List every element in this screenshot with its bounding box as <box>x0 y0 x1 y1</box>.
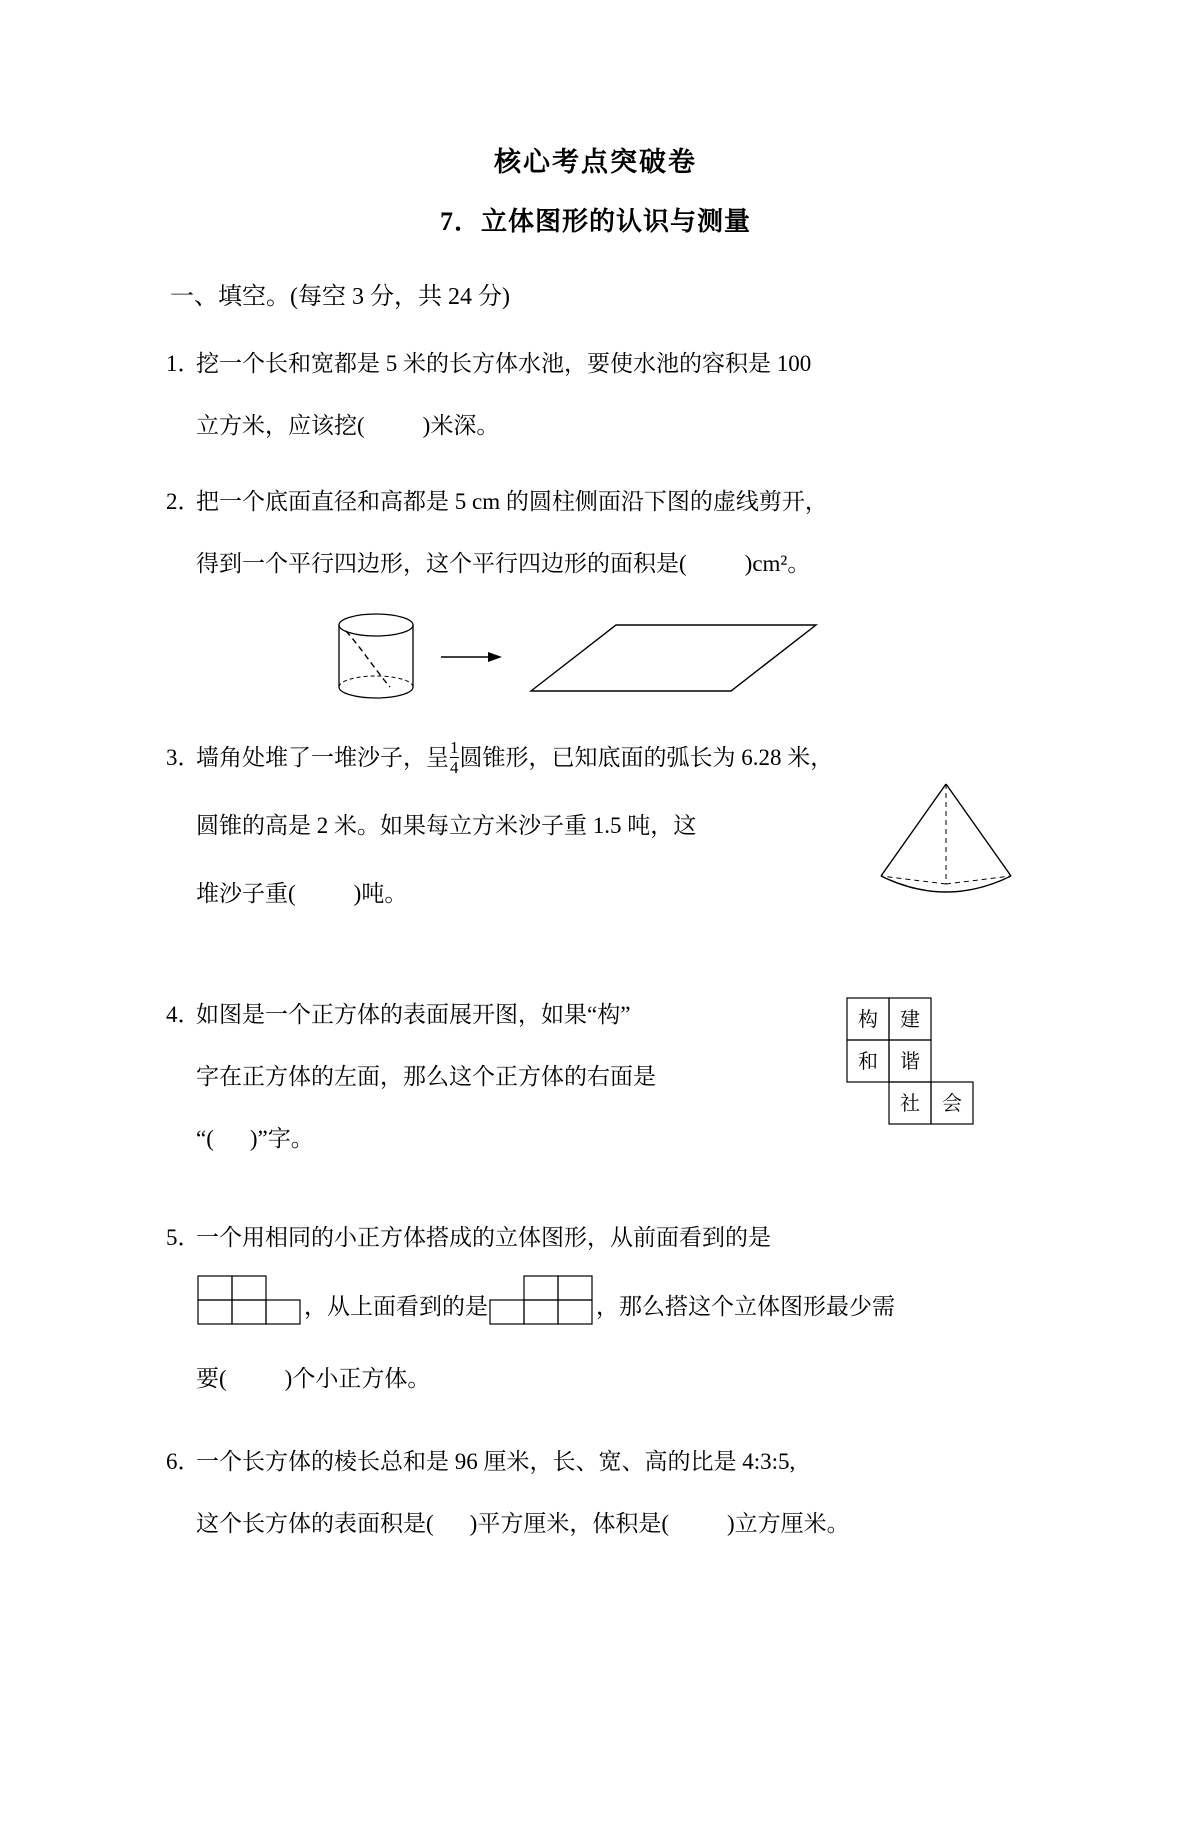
question-5-line-2b: ，那么搭这个立体图形最少需 <box>596 1293 895 1319</box>
question-1 <box>166 333 1011 457</box>
question-1-line-1: 挖一个长和宽都是 5 米的长方体水池，要使水池的容积是 100 <box>196 351 812 376</box>
question-4-number: 4． <box>166 1002 201 1027</box>
question-5-line-2a: ，从上面看到的是 <box>304 1293 488 1319</box>
question-2-line-2b: )cm²。 <box>744 551 811 576</box>
top-view-shape <box>488 1274 596 1351</box>
worksheet-page <box>0 140 1191 1824</box>
cube-net-diagram <box>841 992 1031 1127</box>
question-2-number: 2． <box>166 489 201 514</box>
question-2 <box>166 471 1011 595</box>
top-view-squares <box>488 1274 596 1326</box>
question-3 <box>166 724 1011 928</box>
fraction-one-quarter <box>450 739 459 777</box>
question-6-number: 6． <box>166 1449 201 1474</box>
question-1-number: 1． <box>166 351 201 376</box>
net-label-4: 社 <box>900 1093 920 1115</box>
question-3-line-1b: 圆锥形，已知底面的弧长为 6.28 米， <box>459 745 834 770</box>
cylinder-unroll-diagram <box>316 609 876 709</box>
question-2-line-1: 把一个底面直径和高都是 5 cm 的圆柱侧面沿下图的虚线剪开， <box>196 489 828 514</box>
front-view-squares <box>196 1274 304 1326</box>
question-6-line-1: 一个长方体的棱长总和是 96 厘米，长、宽、高的比是 4:3:5, <box>196 1449 796 1474</box>
question-6 <box>166 1431 1011 1555</box>
page-subtitle: 7．立体图形的认识与测量 <box>439 207 751 236</box>
net-label-3: 谐 <box>900 1051 920 1073</box>
question-1-line-2a: 立方米，应该挖( <box>196 413 365 438</box>
question-4-line-2: 字在正方体的左面，那么这个正方体的右面是 <box>196 1064 656 1089</box>
question-4 <box>166 984 1011 1170</box>
cube-net-labels <box>858 1008 962 1115</box>
question-5 <box>166 1206 1011 1411</box>
question-3-line-3a: 堆沙子重( <box>196 881 296 906</box>
question-3-number: 3． <box>166 745 201 770</box>
question-1-line-2b: )米深。 <box>422 413 500 438</box>
net-label-1: 建 <box>900 1009 920 1031</box>
question-5-line-3b: )个小正方体。 <box>284 1366 431 1391</box>
question-6-line-2b: )平方厘米，体积是( <box>469 1511 669 1536</box>
question-3-line-3b: )吨。 <box>353 881 408 906</box>
question-3-line-2: 圆锥的高是 2 米。如果每立方米沙子重 1.5 吨，这 <box>196 813 697 838</box>
net-label-0: 构 <box>858 1009 878 1031</box>
section-heading-fill-in-blanks: 一、填空。(每空 3 分，共 24 分) <box>170 284 510 310</box>
question-5-line-1: 一个用相同的小正方体搭成的立体图形，从前面看到的是 <box>196 1225 771 1250</box>
question-5-number: 5． <box>166 1225 201 1250</box>
page-title: 核心考点突破卷 <box>494 147 697 177</box>
question-6-line-2a: 这个长方体的表面积是( <box>196 1511 434 1536</box>
front-view-shape <box>196 1274 304 1351</box>
question-3-line-1a: 墙角处堆了一堆沙子，呈 <box>196 745 449 770</box>
question-5-line-3a: 要( <box>196 1366 227 1391</box>
figure-cylinder-to-parallelogram <box>0 609 1191 714</box>
question-4-line-1: 如图是一个正方体的表面展开图，如果“构” <box>196 1002 631 1027</box>
question-4-line-3a: “( <box>196 1126 214 1151</box>
question-2-line-2a: 得到一个平行四边形，这个平行四边形的面积是( <box>196 551 687 576</box>
fraction-numerator: 1 <box>450 737 459 757</box>
net-label-5: 会 <box>942 1093 962 1115</box>
net-label-2: 和 <box>858 1051 878 1073</box>
question-4-line-3b: )”字。 <box>249 1126 314 1151</box>
question-6-line-2c: )立方厘米。 <box>727 1511 850 1536</box>
fraction-denominator: 4 <box>450 757 459 777</box>
quarter-cone-diagram <box>871 776 1021 896</box>
